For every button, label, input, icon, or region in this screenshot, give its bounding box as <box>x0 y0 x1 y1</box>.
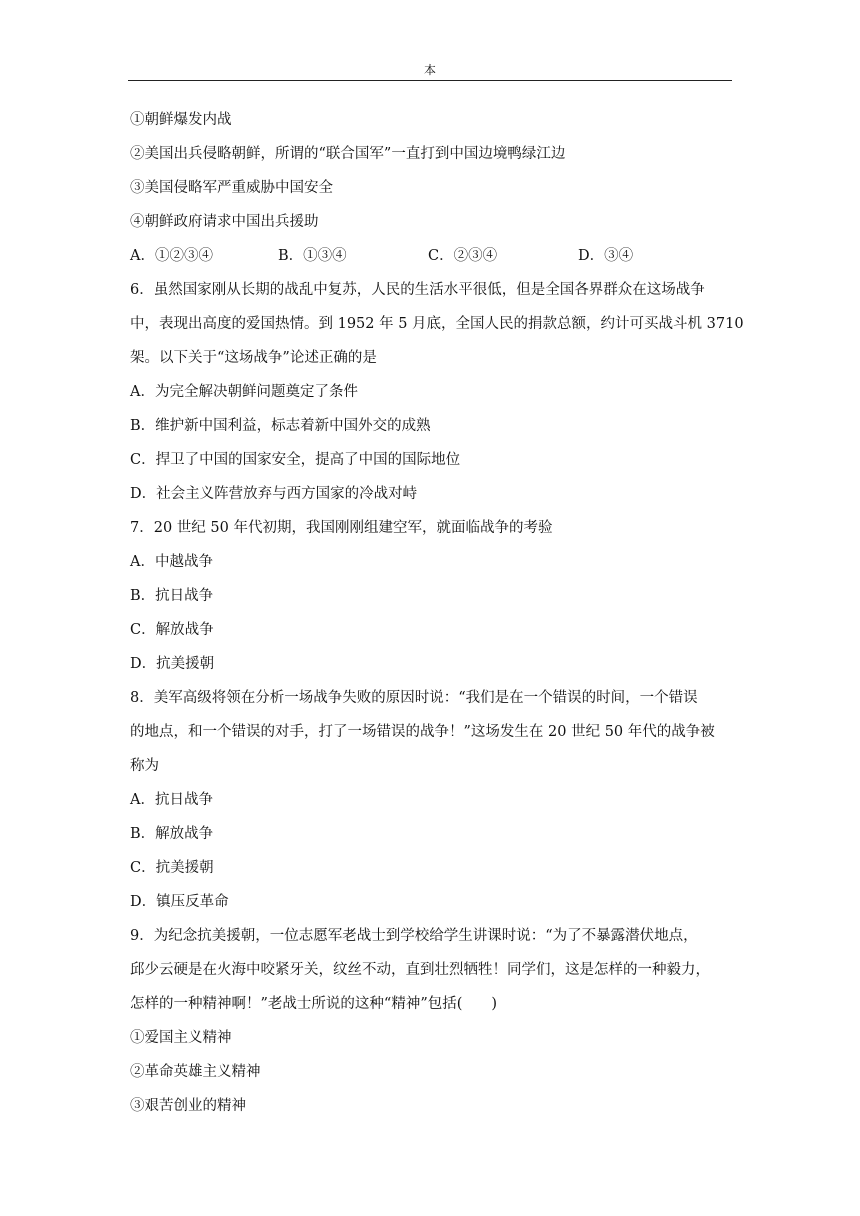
q5-statement-1: ①朝鲜爆发内战 <box>130 112 232 128</box>
q5-option-d: D．③④ <box>578 248 634 264</box>
q7-option-c: C．解放战争 <box>130 622 214 638</box>
q5-option-a: A．①②③④ <box>130 248 213 264</box>
q8-option-b: B．解放战争 <box>130 826 214 842</box>
q7-option-d: D．抗美援朝 <box>130 656 215 672</box>
q8-option-a: A．抗日战争 <box>130 792 213 808</box>
q9-stem-line-1: 9．为纪念抗美援朝，一位志愿军老战士到学校给学生讲课时说：“为了不暴露潜伏地点， <box>130 928 698 944</box>
q7-option-b: B．抗日战争 <box>130 588 214 604</box>
q9-statement-1: ①爱国主义精神 <box>130 1030 232 1046</box>
q8-option-c: C．抗美援朝 <box>130 860 214 876</box>
q5-option-c: C．②③④ <box>428 248 498 264</box>
q6-option-a: A．为完全解决朝鲜问题奠定了条件 <box>130 384 358 400</box>
q8-option-d: D．镇压反革命 <box>130 894 229 910</box>
q5-options <box>130 246 730 266</box>
q6-stem-line-2: 中，表现出高度的爱国热情。到 1952 年 5 月底，全国人民的捐款总额，约计可买战斗机 3710 <box>130 316 744 332</box>
q8-stem-line-1: 8．美军高级将领在分析一场战争失败的原因时说：“我们是在一个错误的时间，一个错误 <box>130 690 698 706</box>
q9-stem-line-3: 怎样的一种精神啊！”老战士所说的这种“精神”包括( ) <box>130 996 498 1012</box>
q7-stem: 7．20 世纪 50 年代初期，我国刚刚组建空军，就面临战争的考验 <box>130 520 553 536</box>
q8-stem-line-3: 称为 <box>130 758 159 774</box>
q6-option-d: D．社会主义阵营放弃与西方国家的冷战对峙 <box>130 486 418 502</box>
q7-option-a: A．中越战争 <box>130 554 213 570</box>
q6-option-c: C．捍卫了中国的国家安全，提高了中国的国际地位 <box>130 452 461 468</box>
q6-stem-line-3: 架。以下关于“这场战争”论述正确的是 <box>130 350 377 366</box>
q9-statement-2: ②革命英雄主义精神 <box>130 1064 261 1080</box>
q5-statement-4: ④朝鲜政府请求中国出兵援助 <box>130 214 319 230</box>
q9-stem-line-2: 邱少云硬是在火海中咬紧牙关，纹丝不动，直到壮烈牺牲！同学们，这是怎样的一种毅力， <box>130 962 710 978</box>
q9-statement-3: ③艰苦创业的精神 <box>130 1098 246 1114</box>
q6-option-b: B．维护新中国利益，标志着新中国外交的成熟 <box>130 418 431 434</box>
q8-stem-line-2: 的地点，和一个错误的对手，打了一场错误的战争！”这场发生在 20 世纪 50 年代的战争被 <box>130 724 715 740</box>
q5-statement-3: ③美国侵略军严重威胁中国安全 <box>130 180 333 196</box>
q5-statement-2: ②美国出兵侵略朝鲜，所谓的“联合国军”一直打到中国边境鸭绿江边 <box>130 146 566 162</box>
q6-stem-line-1: 6．虽然国家刚从长期的战乱中复苏，人民的生活水平很低，但是全国各界群众在这场战争 <box>130 282 705 298</box>
q5-option-b: B．①③④ <box>278 248 347 264</box>
page-header: 本 <box>128 62 732 81</box>
